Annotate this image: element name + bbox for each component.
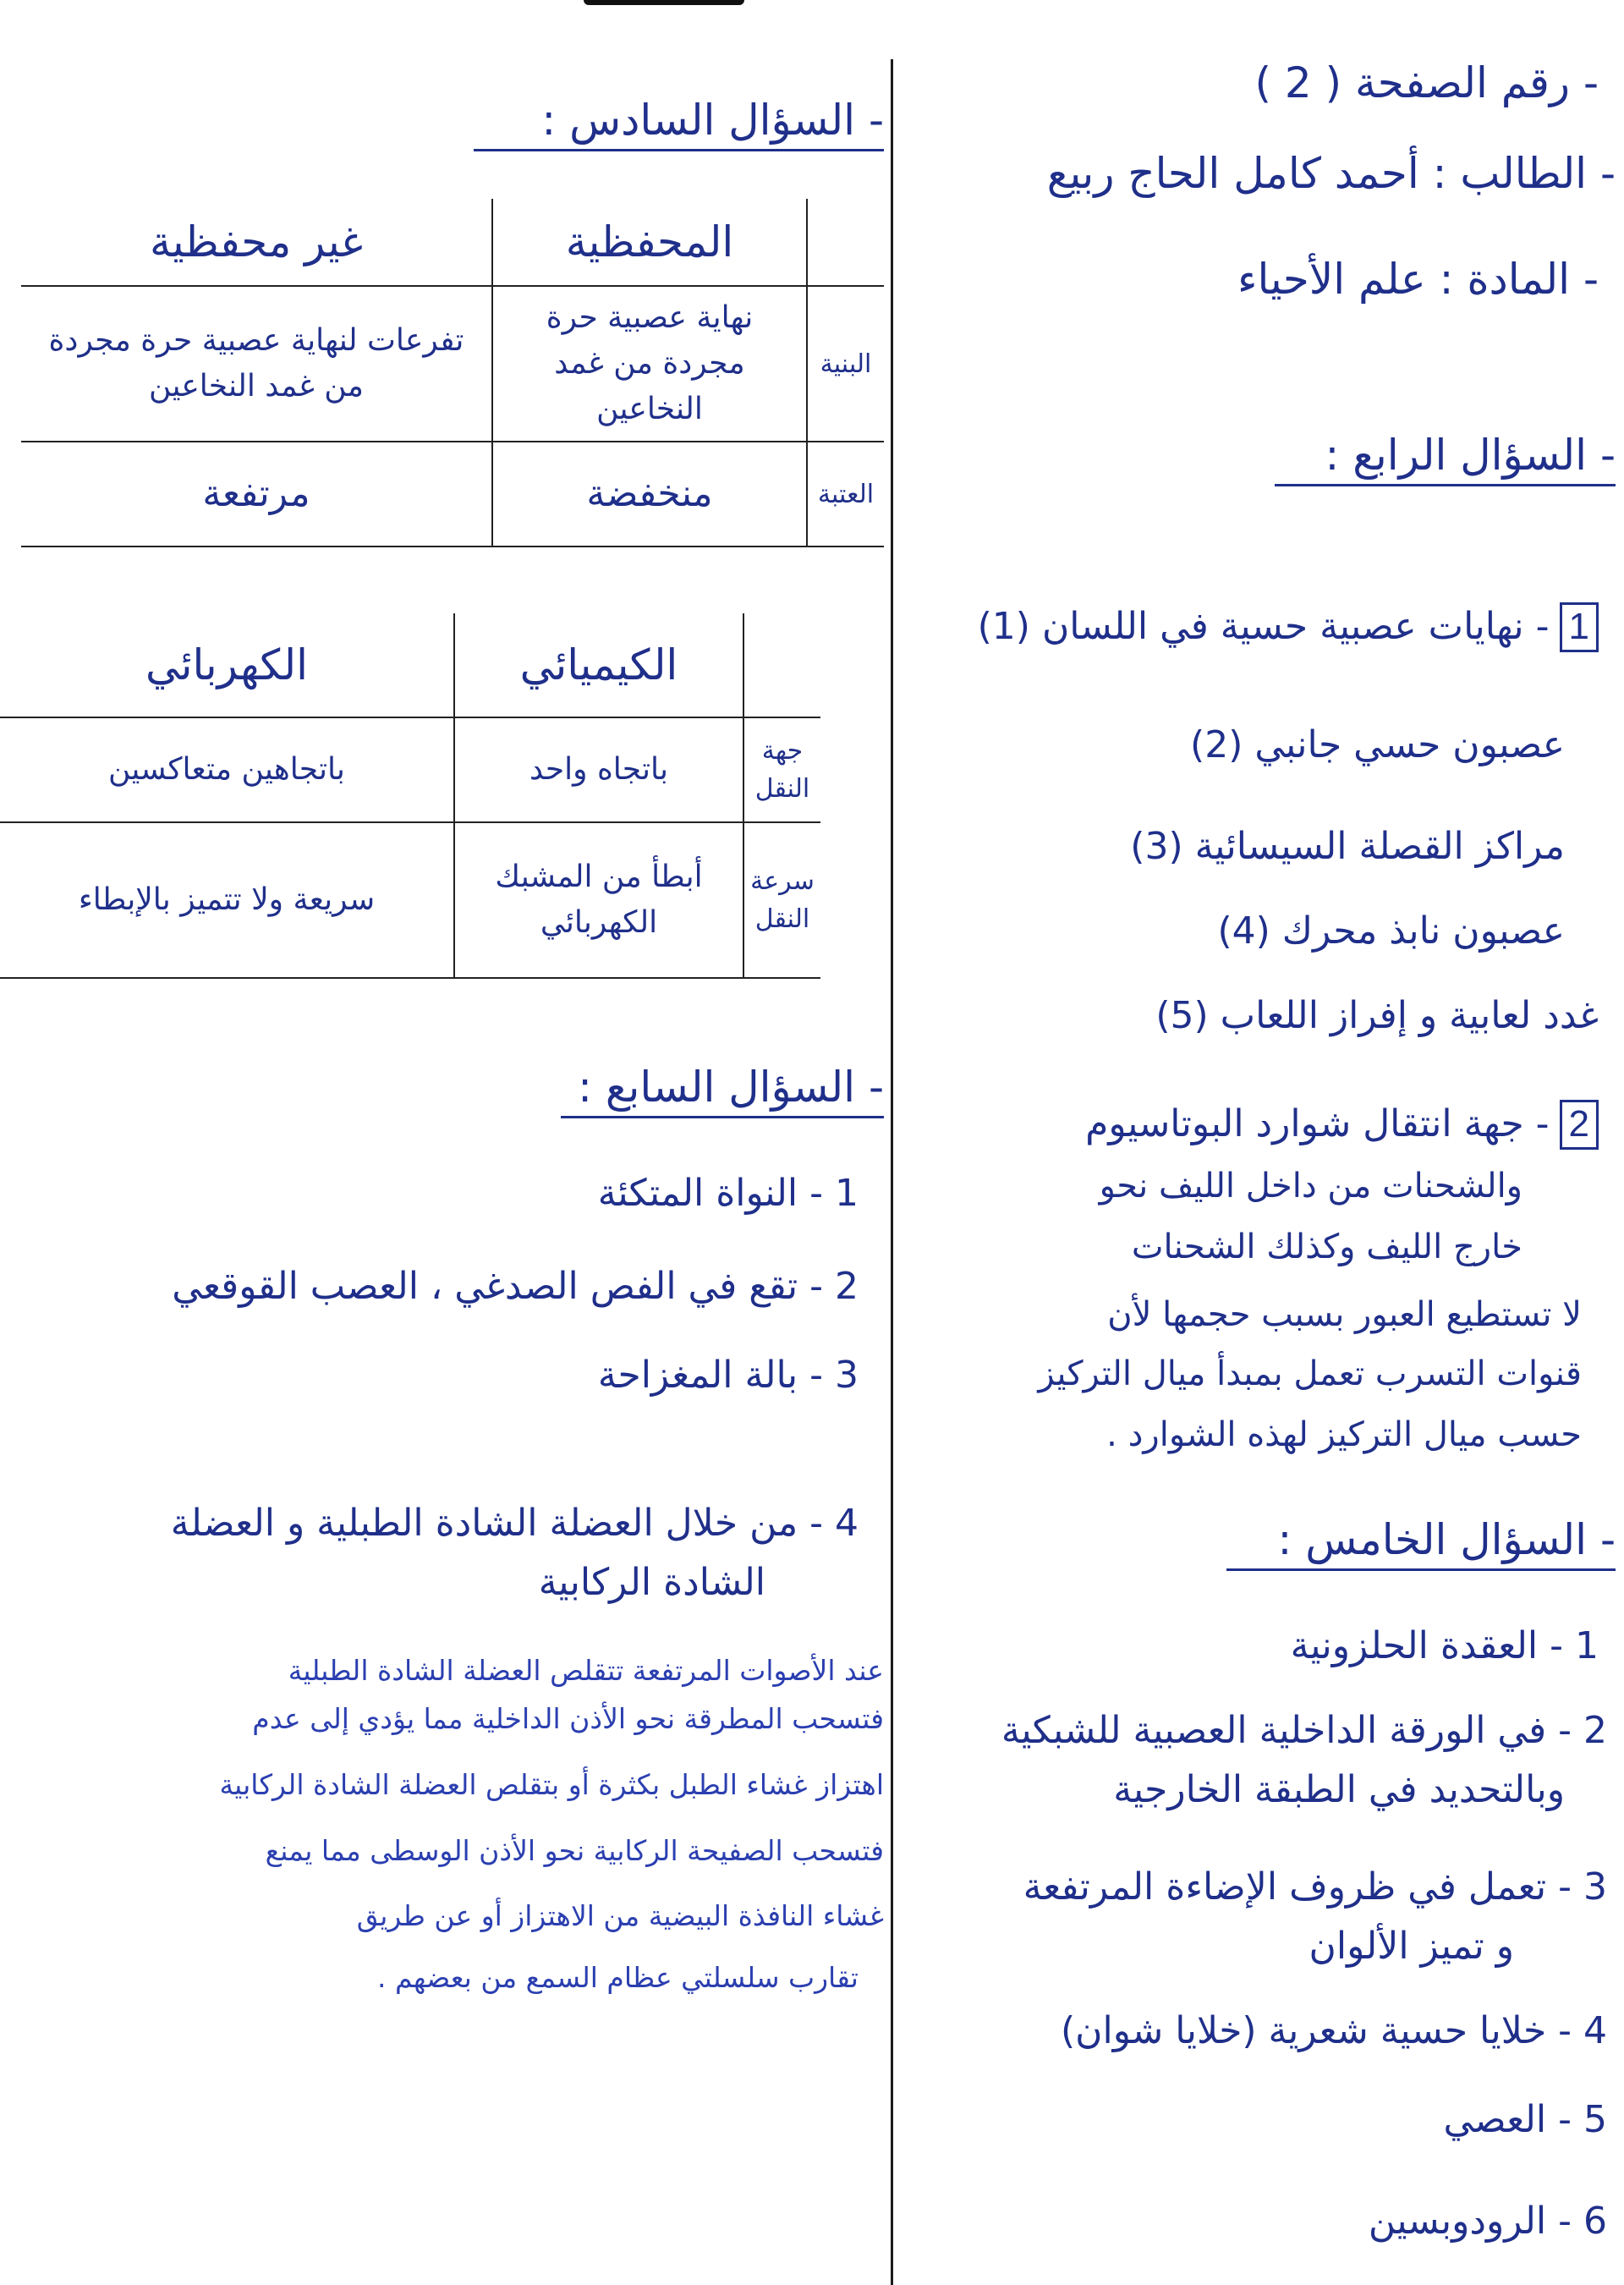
q6-t2-row-label-direction: جهة النقل [743, 717, 820, 822]
q5-item-3-continued: و تميز الألوان [1309, 1925, 1514, 1968]
q6-t1-row-label-threshold: العتبة [807, 442, 884, 547]
column-divider [891, 59, 893, 2285]
q4-part1-line-2: عصبون حسي جانبي (2) [1190, 723, 1565, 766]
q5-item-1: 1 - العقدة الحلزونية [1290, 1624, 1599, 1667]
q6-t2-speed-electrical: سريعة ولا تتميز بالإبطاء [0, 822, 454, 978]
q4-part1-line-3: مراكز القصلة السيسائية (3) [1130, 825, 1565, 868]
scan-top-edge [584, 0, 744, 5]
subject-line: - المادة : علم الأحياء [1237, 255, 1599, 304]
q7-note-line-2: فتسحب المطرقة نحو الأذن الداخلية مما يؤدي إلى عدم [252, 1702, 884, 1735]
q6-t2-direction-chemical: باتجاه واحد [454, 717, 743, 822]
q5-item-5: 5 - العصي [1443, 2098, 1607, 2141]
q6-table-receptors [21, 199, 884, 547]
q7-item-2: 2 - تقع في الفص الصدغي ، العصب القوقعي [172, 1265, 859, 1308]
q5-item-6: 6 - الرودوبسين [1368, 2200, 1607, 2243]
q4-part1-line-5: غدد لعابية و إفراز اللعاب (5) [1155, 994, 1599, 1037]
q4-part2-line-4: لا تستطيع العبور بسبب حجمها لأن [1107, 1295, 1582, 1334]
q4-part2-line-5: قنوات التسرب تعمل بمبدأ ميال التركيز [1038, 1354, 1582, 1393]
q4-part1-number-box: 1 [1560, 602, 1599, 652]
page-number-line: - رقم الصفحة ( 2 ) [1254, 58, 1599, 107]
q5-item-2: 2 - في الورقة الداخلية العصبية للشبكية [1001, 1709, 1607, 1752]
q7-note-line-1: عند الأصوات المرتفعة تتقلص العضلة الشادة الطبلية [288, 1654, 884, 1687]
question-4-title: - السؤال الرابع : [1275, 430, 1616, 486]
q4-part2-line-2: والشحنات من داخل الليف نحو [1099, 1167, 1522, 1206]
q4-part1-line-1: 1- نهايات عصبية حسية في اللسان (1) [978, 602, 1599, 652]
q6-t1-header-free: غير محفظية [21, 199, 492, 286]
q6-t2-header-electrical: الكهربائي [0, 613, 454, 717]
q7-note-line-3: اهتزاز غشاء الطبل بكثرة أو بتقلص العضلة الشادة الركابية [219, 1768, 884, 1801]
q7-note-line-6: تقارب سلسلتي عظام السمع من بعضهم . [376, 1961, 859, 1994]
q6-table-synapses [0, 613, 820, 979]
q6-t1-structure-free: تفرعات لنهاية عصبية حرة مجردة من غمد النخاعين [21, 286, 492, 442]
q6-t1-threshold-encapsulated: منخفضة [492, 442, 807, 547]
q6-t1-header-encapsulated: المحفظية [492, 199, 807, 286]
q6-t1-threshold-free: مرتفعة [21, 442, 492, 547]
question-6-title: - السؤال السادس : [474, 95, 884, 151]
q4-part2-line-3: خارج الليف وكذلك الشحنات [1131, 1228, 1522, 1266]
q6-t1-structure-encapsulated: نهاية عصبية حرة مجردة من غمد النخاعين [492, 286, 807, 442]
q7-item-4: 4 - من خلال العضلة الشادة الطبلية و العضلة [170, 1502, 859, 1545]
q6-t2-header-chemical: الكيميائي [454, 613, 743, 717]
q6-t1-row-label-structure: البنية [807, 286, 884, 442]
q6-t2-header-empty [743, 613, 820, 717]
q4-part2-line-1: 2- جهة انتقال شوارد البوتاسيوم [1085, 1100, 1599, 1150]
q4-part1-line-4: عصبون نابذ محرك (4) [1217, 909, 1565, 953]
q7-item-1: 1 - النواة المتكئة [597, 1172, 859, 1215]
q5-item-3: 3 - تعمل في ظروف الإضاءة المرتفعة [1023, 1865, 1607, 1909]
q7-note-line-4: فتسحب الصفيحة الركابية نحو الأذن الوسطى مما يمنع [265, 1834, 884, 1867]
q7-item-4-continued: الشادة الركابية [538, 1561, 765, 1604]
q5-item-4: 4 - خلايا حسية شعرية (خلايا شوان) [1061, 2009, 1607, 2052]
q6-t2-direction-electrical: باتجاهين متعاكسين [0, 717, 454, 822]
q6-t2-speed-chemical: أبطأ من المشبك الكهربائي [454, 822, 743, 978]
q5-item-2-continued: وبالتحديد في الطبقة الخارجية [1113, 1768, 1565, 1811]
q4-part2-number-box: 2 [1560, 1100, 1599, 1150]
q7-item-3: 3 - بالة المغزاحة [597, 1354, 859, 1397]
q6-t2-row-label-speed: سرعة النقل [743, 822, 820, 978]
q4-part2-line-6: حسب ميال التركيز لهذه الشوارد . [1106, 1415, 1582, 1454]
q6-t1-header-empty [807, 199, 884, 286]
student-name-line: - الطالب : أحمد كامل الحاج ربيع [1046, 149, 1616, 198]
q7-note-line-5: غشاء النافذة البيضية من الاهتزاز أو عن طريق [356, 1899, 884, 1932]
question-5-title: - السؤال الخامس : [1226, 1514, 1616, 1571]
question-7-title: - السؤال السابع : [561, 1062, 884, 1118]
